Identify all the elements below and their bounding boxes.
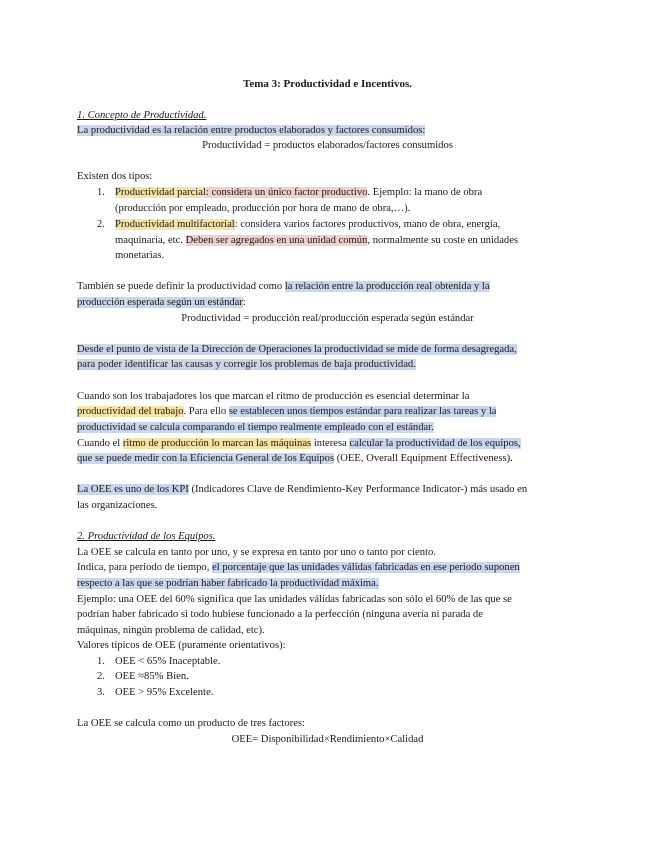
formula-2-line: Productividad = producción real/producción esperada según estándar [181,313,474,324]
oee-line-3: respecto a las que se podrían haber fabricado la productividad máxima. [77,578,379,589]
definition-text: La productividad es la relación entre productos elaborados y factores consumidos: [77,125,426,136]
type-2-line-2: maquinaria, etc. Deben ser agregados en una unidad común, normalmente su coste en unidades [115,235,519,246]
page-title: Tema 3: Productividad e Incentivos. [243,78,412,90]
calc-intro: La OEE se calcula como un producto de tres factores: [77,718,305,729]
kpi-line-2: las organizaciones. [77,500,158,511]
also-line-2: producción esperada según un estándar: [77,297,246,308]
type-1-line-1 [115,186,482,199]
type-1-number: 1. [97,187,105,198]
example-line-3: máquinas, ningún problema de calidad, etc). [77,625,265,636]
value-1-number: 1. [97,656,105,667]
type-1-definition: : considera un único factor productivo [205,187,368,198]
value-3-number: 3. [97,687,105,698]
workers-line-2: productividad del trabajo. Para ello se establecen unos tiempos estándar para realizar las tareas y la [77,406,497,417]
example-line-2: podrían haber fabricado si todo hubiese funcionado a la perfección (ninguna avería ni parada de [77,609,483,620]
value-2-number: 2. [97,671,105,682]
oee-line-2: Indica, para periodo de tiempo, el porcentaje que las unidades válidas fabricadas en ese periodo suponen [77,562,520,573]
machines-line-2: que se puede medir con la Eficiencia General de los Equipos (OEE, Overall Equipment Effectiveness). [77,453,513,464]
type-2-note: Deben ser agregados en una unidad común [185,235,368,246]
also-line-1: También se puede definir la productividad como la relación entre la producción real obtenida y la [77,281,490,292]
value-3-text: OEE > 95% Excelente. [115,687,214,698]
calc-formula: OEE= Disponibilidad×Rendimiento×Calidad [231,734,424,745]
definition-line [77,124,425,137]
type-1-example: . Ejemplo: la mano de obra [367,187,483,198]
value-1-text: OEE < 65% Inaceptable. [115,656,221,667]
section-1-heading: 1. Concepto de Productividad. [77,110,207,121]
workers-line-3: productividad se calcula comparando el tiempo realmente empleado con el estándar. [77,422,434,433]
type-1-name: Productividad parcial [115,187,206,198]
machines-line-1: Cuando el ritmo de producción lo marcan las máquinas interesa calcular la productividad de los equipos, [77,438,521,449]
workers-line-1: Cuando son los trabajadores los que marcan el ritmo de producción es esencial determinar la [77,391,470,402]
type-2-number: 2. [97,219,105,230]
example-line-1: Ejemplo: una OEE del 60% significa que las unidades válidas fabricadas son sólo el 60% de las que se [77,594,512,605]
type-2-line-3: monetarias. [115,250,165,261]
types-intro: Existen dos tipos: [77,171,153,182]
direction-line-1: Desde el punto de vista de la Dirección de Operaciones la productividad se mide de forma desagregada, [77,344,517,355]
type-2-definition: : considera varios factores productivos, mano de obra, energía, [234,219,501,230]
type-2-name: Productividad multifactorial [115,219,235,230]
formula-line: Productividad = productos elaborados/factores consumidos [202,140,453,151]
value-2-text: OEE ≈85% Bien. [115,671,189,682]
kpi-line-1: La OEE es uno de los KPI (Indicadores Clave de Rendimiento-Key Performance Indicator-) más usado en [77,484,528,495]
oee-line-1: La OEE se calcula en tanto por uno, y se expresa en tanto por uno o tanto por ciento. [77,547,436,558]
values-intro: Valores típicos de OEE (puramente orientativos): [77,640,286,651]
section-2-heading: 2. Productividad de los Equipos. [77,531,216,542]
type-2-line-1 [115,218,500,231]
type-1-line-2: (producción por empleado, producción por hora de mano de obra,…). [115,203,411,214]
direction-line-2: para poder identificar las causas y corregir los problemas de baja productividad. [77,359,416,370]
